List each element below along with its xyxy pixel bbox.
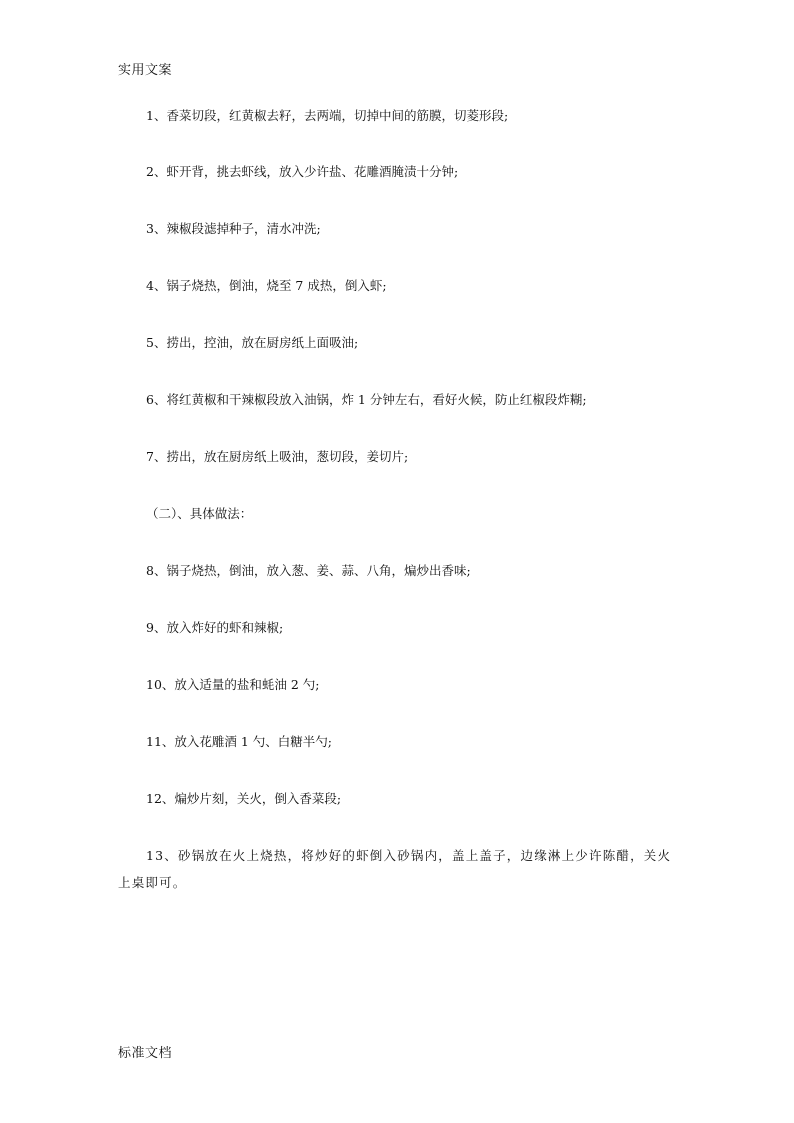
step-4: 4、锅子烧热，倒油，烧至 7 成热，倒入虾; (146, 278, 387, 293)
page-footer: 标准文档 (118, 1046, 173, 1061)
step-13: 13、砂锅放在火上烧热，将炒好的虾倒入砂锅内，盖上盖子，边缘淋上少许陈醋，关火上桌即可。 (118, 848, 672, 890)
step-11: 11、放入花雕酒 1 勺、白糖半勺; (146, 734, 333, 749)
step-5: 5、捞出，控油，放在厨房纸上面吸油; (146, 335, 359, 350)
step-1: 1、香菜切段，红黄椒去籽，去两端，切掉中间的筋膜，切菱形段; (146, 108, 509, 123)
step-12: 12、煸炒片刻，关火，倒入香菜段; (146, 791, 342, 806)
step-7: 7、捞出，放在厨房纸上吸油，葱切段，姜切片; (146, 449, 409, 464)
step-2: 2、虾开背，挑去虾线，放入少许盐、花雕酒腌渍十分钟; (146, 164, 459, 179)
section-heading: （二）、具体做法： (146, 506, 253, 521)
step-3: 3、辣椒段滤掉种子，清水冲洗; (146, 221, 321, 236)
step-8: 8、锅子烧热，倒油，放入葱、姜、蒜、八角，煸炒出香味; (146, 563, 471, 578)
step-9: 9、放入炸好的虾和辣椒; (146, 620, 284, 635)
step-6: 6、将红黄椒和干辣椒段放入油锅，炸 1 分钟左右，看好火候，防止红椒段炸糊; (146, 392, 587, 407)
page-header: 实用文案 (118, 63, 173, 78)
step-10: 10、放入适量的盐和蚝油 2 勺; (146, 677, 320, 692)
